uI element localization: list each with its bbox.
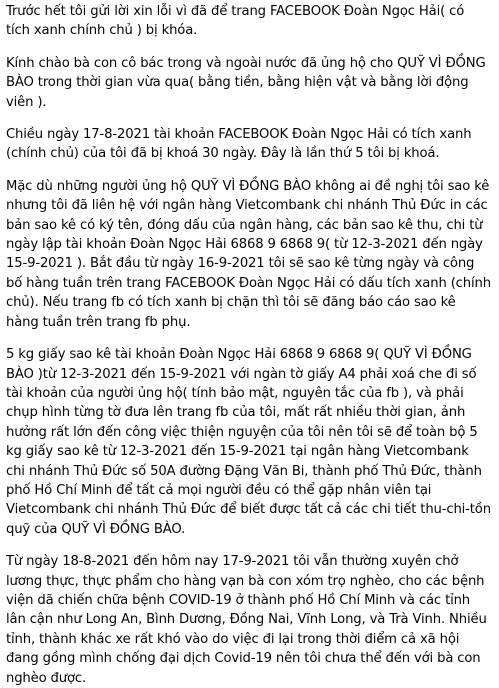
- post-paragraph-paper-statement: 5 kg giấy sao kê tài khoản Đoàn Ngọc Hải 6868 9 6868 9( QUỸ VÌ ĐỒNG BÀO )từ 12-3-2021 đến 15-9-2021 với ngàn tờ giấy A4 phải xoá che đi số tài khoản của người ủng hộ( tính bảo mật, nguyên tắc của fb ), và phải chụp hình từng tờ đưa lên trang fb của tôi, mất rất nhiều thời gian, ảnh hưởng rất lớn đến công việc thiện nguyện của tôi nên tôi sẽ để toàn bộ 5 kg giấy sao kê từ 12-3-2021 đến 15-9-2021 tại ngân hàng Vietcombank chi nhánh Thủ Đức số 50A đường Đặng Văn Bi, thành phố Thủ Đức, thành phố Hồ Chí Minh để tất cả mọi người đều có thể gặp nhân viên tại Vietcombank chi nhánh Thủ Đức để biết được tất cả các chi tiết thu-chi-tồn quỹ của QUỸ VÌ ĐỒNG BÀO.: [6, 347, 491, 537]
- post-paragraph-account-locked: Chiều ngày 17-8-2021 tài khoản FACEBOOK Đoàn Ngọc Hải có tích xanh (chính chủ) của tôi đã bị khoá 30 ngày. Đây là lần thứ 5 tôi bị khoá.: [6, 127, 472, 162]
- post-paragraph-bank-statement: Mặc dù những người ủng hộ QUỸ VÌ ĐỒNG BÀO không ai đề nghị tôi sao kê nhưng tôi đã liên hệ với ngân hàng Vietcombank chi nhánh Thủ Đức in các bản sao kê có ký tên, đóng dấu của ngân hàng, các bản sao kê thu, chi từ ngày lập tài khoản Đoàn Ngọc Hải 6868 9 6868 9( từ 12-3-2021 đến ngày 15-9-2021 ). Bắt đầu từ ngày 16-9-2021 tôi sẽ sao kê từng ngày và công bố hàng tuần trên trang FACEBOOK Đoàn Ngọc Hải có dấu tích xanh (chính chủ). Nếu trang fb có tích xanh bị chặn thì tôi sẽ đăng báo cáo sao kê hàng tuần trên trang fb phụ.: [6, 178, 491, 330]
- post-paragraph-greeting: Kính chào bà con cô bác trong và ngoài nước đã ủng hộ cho QUỸ VÌ ĐỒNG BÀO trong thời gian vừa qua( bằng tiền, bằng hiện vật và bằng lời động viên ).: [6, 55, 486, 110]
- post-paragraph-apology: Trước hết tôi gửi lời xin lỗi vì đã để trang FACEBOOK Đoàn Ngọc Hải( có tích xanh chính chủ ) bị khóa.: [6, 4, 465, 39]
- post-paragraph-relief-work: Từ ngày 18-8-2021 đến hôm nay 17-9-2021 tôi vẫn thường xuyên chở lương thực, thực phẩm cho hàng vạn bà con xóm trọ nghèo, cho các bệnh viện dã chiến chữa bệnh COVID-19 ở thành phố Hồ Chí Minh và các tỉnh lân cận như Long An, Bình Dương, Đồng Nai, Vĩnh Long, và Trà Vinh. Nhiều tỉnh, thành khác xe rất khó vào do việc đi lại trong thời điểm cả xã hội đang gồng mình chống đại dịch Covid-19 nên tôi chưa thể đến với bà con nghèo được.: [6, 554, 487, 686]
